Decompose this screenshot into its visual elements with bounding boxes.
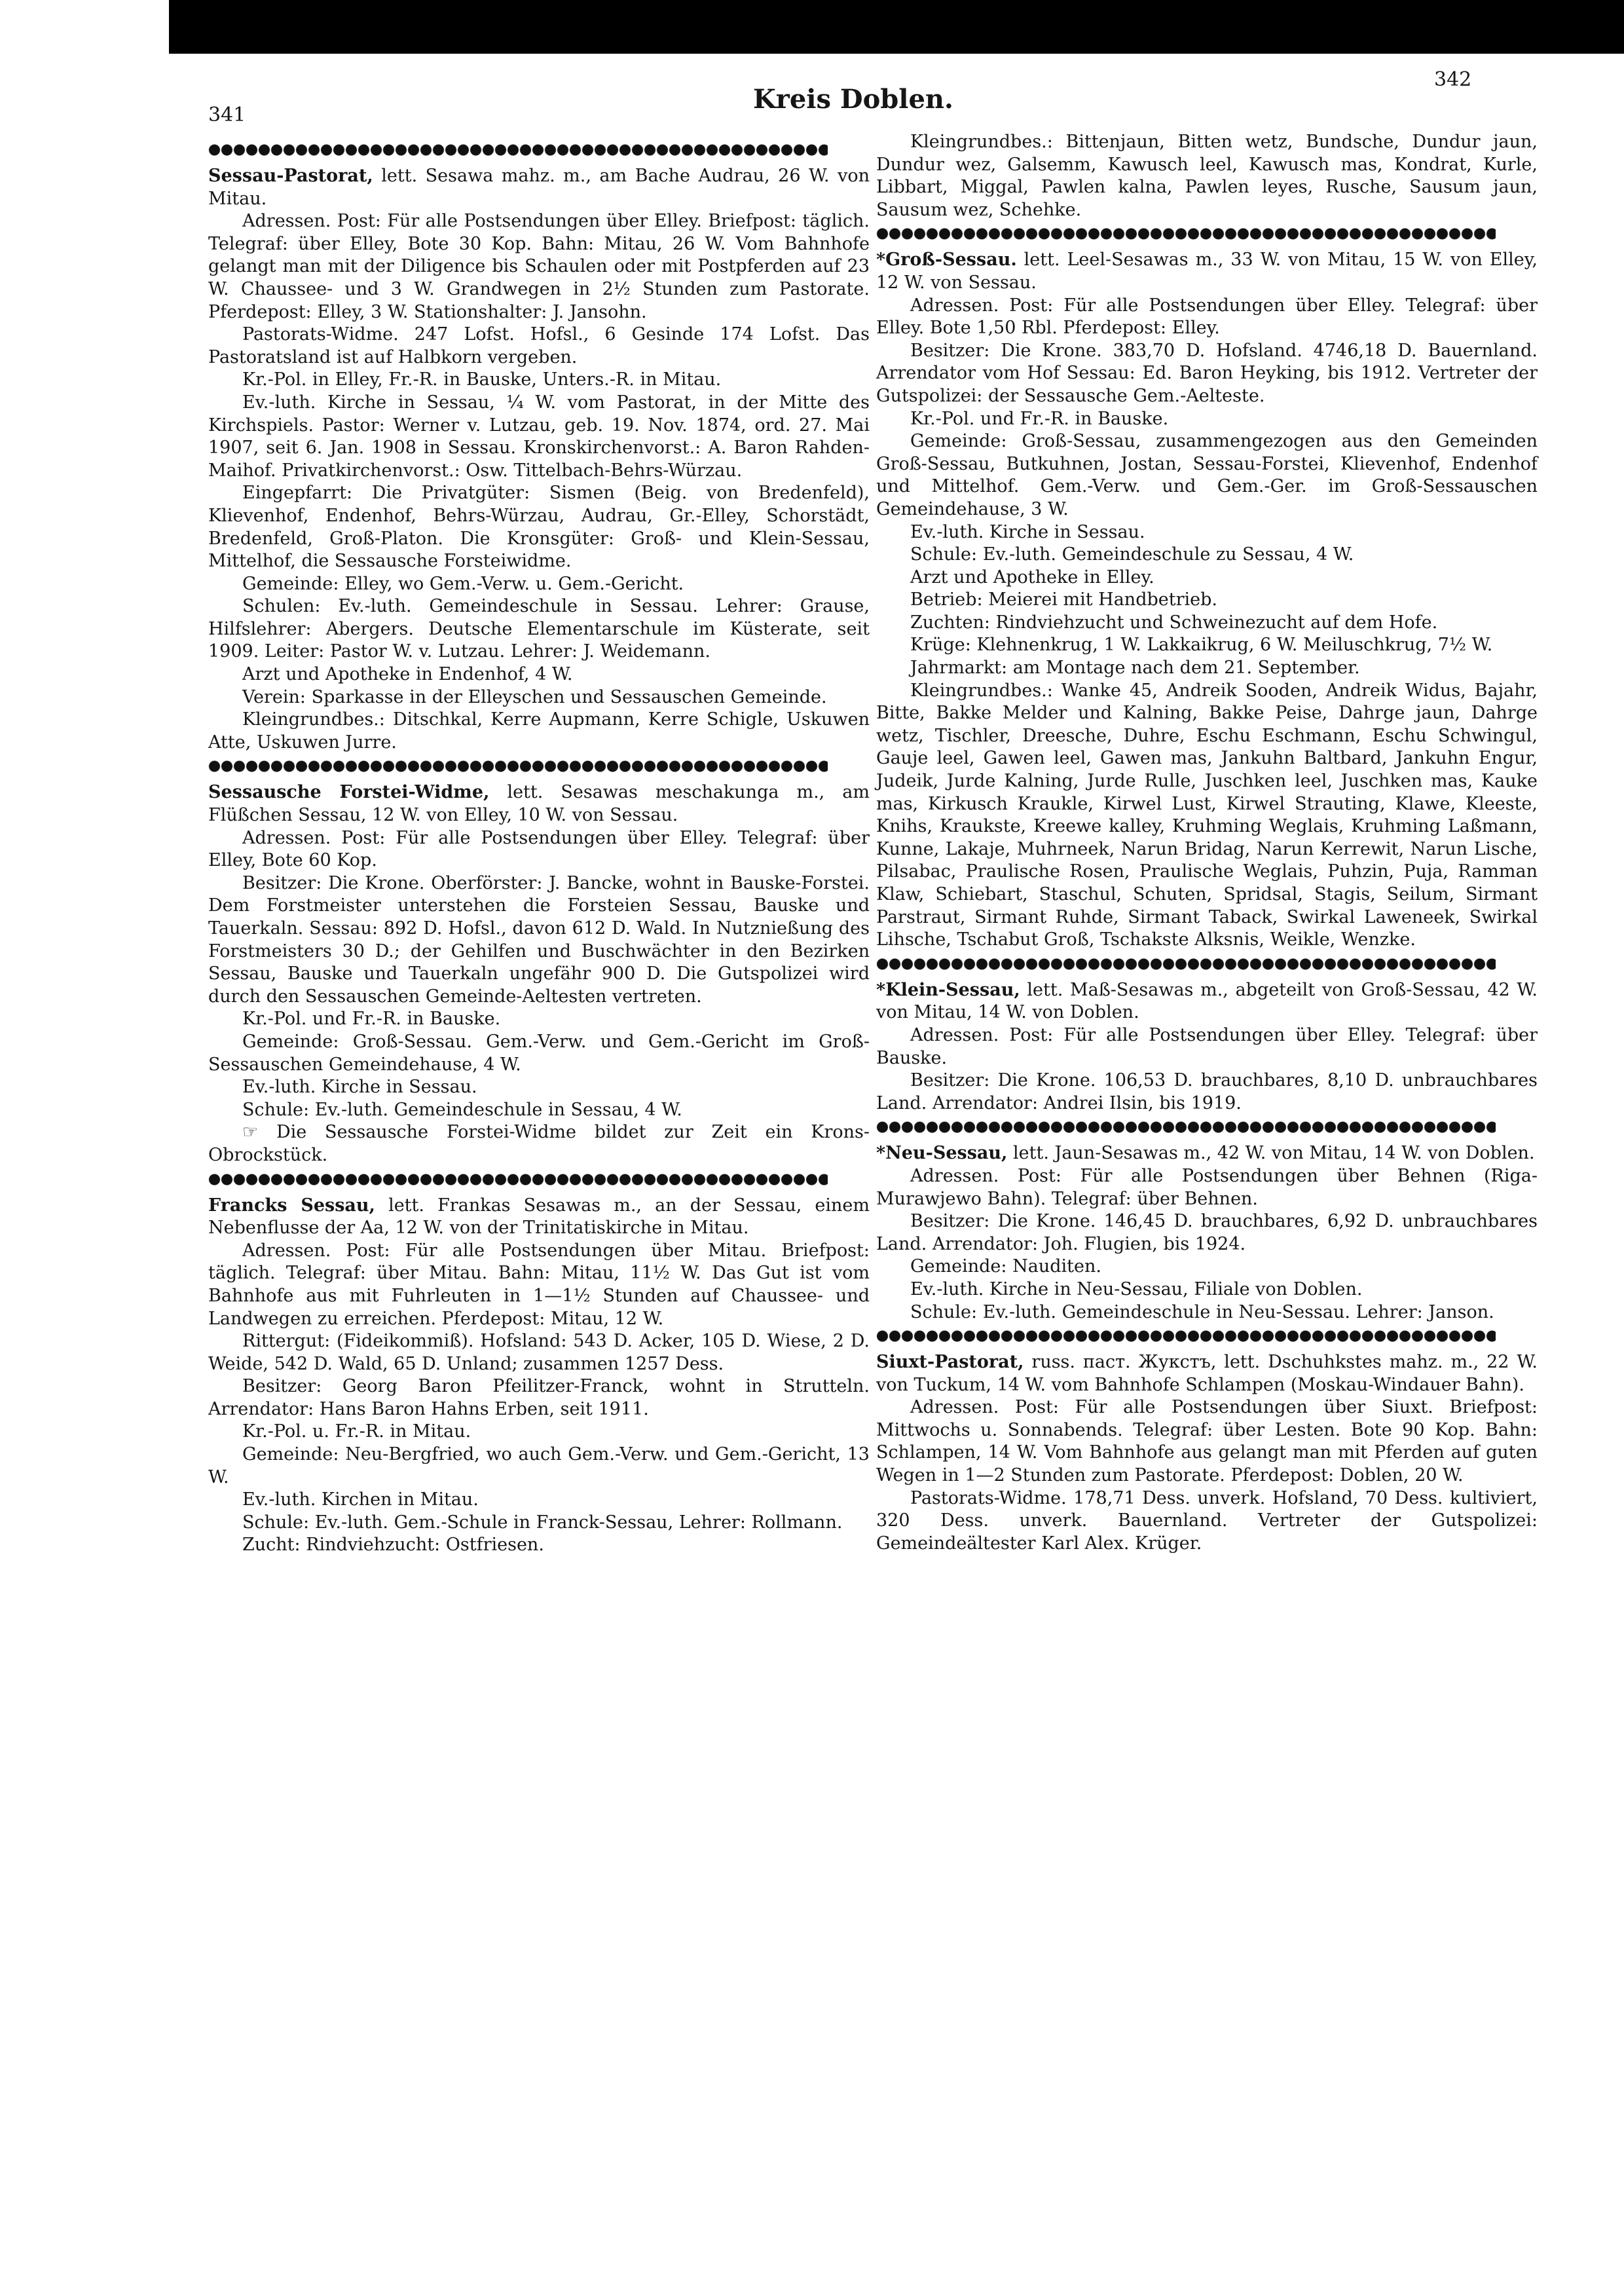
- entry-text: Kr.-Pol. und Fr.-R. in Bauske.: [910, 408, 1169, 429]
- entry-paragraph: [876, 1487, 1538, 1556]
- entry-text: Arzt und Apotheke in Endenhof, 4 W.: [242, 664, 573, 685]
- entry-paragraph: [876, 1070, 1538, 1115]
- entry-paragraph: [876, 1278, 1538, 1301]
- entry-paragraph: [876, 295, 1538, 340]
- entry-paragraph: [876, 1024, 1538, 1070]
- entry-text: Besitzer: Die Krone. 106,53 D. brauchbares, 8,10 D. unbrauchbares Land. Arrendator: Andrei Ilsin, bis 1919.: [876, 1070, 1538, 1113]
- entry-text: Verein: Sparkasse in der Elleyschen und Sessauschen Gemeinde.: [242, 686, 827, 707]
- entry-text: lett. Leel-Sesawas m., 33 W. von Mitau, 15 W. von Elley, 12 W. von Sessau.: [876, 250, 1538, 293]
- entry-paragraph: [876, 1210, 1538, 1256]
- entry-text: Rittergut: (Fideikommiß). Hofsland: 543 D. Acker, 105 D. Wiese, 2 D. Weide, 542 D. Wald, 65 D. Unland; zusammen 1257 Dess.: [208, 1331, 870, 1374]
- entry-text: Ev.-luth. Kirche in Sessau.: [910, 521, 1145, 542]
- left-column: [208, 138, 870, 1557]
- entry-text: Ev.-luth. Kirchen in Mitau.: [242, 1489, 479, 1510]
- entry-paragraph: [208, 1195, 870, 1240]
- entry-separator: [208, 758, 828, 775]
- entry-text: Kleingrundbes.: Bittenjaun, Bitten wetz, Bundsche, Dundur jaun, Dundur wez, Galsemm, Kawusch leel, Kawusch mas, Kondrat, Kurle, Libbart, Miggal, Pawlen kalna, Pawlen leyes, Rusche, Sausum jaun, Sausum wez, Schehke.: [876, 132, 1538, 220]
- page-number-left: 341: [208, 103, 246, 126]
- entry-text: Adressen. Post: Für alle Postsendungen über Elley. Telegraf: über Elley. Bote 1,50 Rbl. Pferdepost: Elley.: [876, 295, 1538, 339]
- entry-title: *Groß-Sessau.: [876, 250, 1017, 271]
- entry-text: Kleingrundbes.: Ditschkal, Kerre Aupmann, Kerre Schigle, Uskuwen Atte, Uskuwen Jurre.: [208, 709, 870, 753]
- entry-paragraph: [208, 1489, 870, 1512]
- entry-paragraph: [876, 1142, 1538, 1165]
- right-column: [876, 131, 1538, 1555]
- entry-paragraph: [876, 1396, 1538, 1487]
- entry-paragraph: [208, 1076, 870, 1099]
- top-black-band: [169, 0, 1624, 54]
- entry-paragraph: [208, 1099, 870, 1122]
- entry-text: Schule: Ev.-luth. Gemeindeschule zu Sessau, 4 W.: [910, 544, 1354, 565]
- entry-paragraph: [876, 680, 1538, 952]
- entry-paragraph: [876, 634, 1538, 657]
- entry-title: Sessau-Pastorat,: [208, 166, 373, 186]
- entry-text: Gemeinde: Groß-Sessau. Gem.-Verw. und Gem.-Gericht im Groß-Sessauschen Gemeindehause, 4 W.: [208, 1031, 870, 1075]
- entry-paragraph: [876, 408, 1538, 431]
- entry-text: Adressen. Post: Für alle Postsendungen über Siuxt. Briefpost: Mittwochs u. Sonnabends. Telegraf: über Lesten. Bote 90 Kop. Bahn: Schlampen, 14 W. Vom Bahnhofe aus gelangt man mit Pferden auf guten Wegen in 1—2 Stunden zum Pastorate. Pferdepost: Doblen, 20 W.: [876, 1397, 1538, 1486]
- entry-text: Adressen. Post: Für alle Postsendungen über Mitau. Briefpost: täglich. Telegraf: über Mitau. Bahn: Mitau, 11½ W. Das Gut ist vom Bahnhofe aus mit Fuhrleuten in 1—1½ Stunden auf Chaussee- und Landwegen zu erreichen. Pferdepost: Mitau, 12 W.: [208, 1240, 870, 1329]
- entry-text: Besitzer: Die Krone. 383,70 D. Hofsland. 4746,18 D. Bauernland. Arrendator vom Hof Sessau: Ed. Baron Heyking, bis 1912. Vertreter der Gutspolizei: der Sessausche Gem.-Aelteste.: [876, 340, 1538, 406]
- entry-text: Adressen. Post: Für alle Postsendungen über Elley. Telegraf: über Bauske.: [876, 1024, 1538, 1068]
- entry-paragraph: [208, 1031, 870, 1076]
- entry-text: lett. Jaun-Sesawas m., 42 W. von Mitau, 14 W. von Doblen.: [1013, 1143, 1535, 1164]
- entry-paragraph: [208, 1375, 870, 1421]
- entry-text: Betrieb: Meierei mit Handbetrieb.: [910, 589, 1217, 610]
- entry-paragraph: [876, 589, 1538, 612]
- entry-separator: [208, 1171, 828, 1188]
- entry-text: Besitzer: Die Krone. 146,45 D. brauchbares, 6,92 D. unbrauchbares Land. Arrendator: Joh. Flugien, bis 1924.: [876, 1211, 1538, 1254]
- entry-text: Gemeinde: Groß-Sessau, zusammengezogen aus den Gemeinden Groß-Sessau, Butkuhnen, Jostan, Sessau-Forstei, Klievenhof, Endenhof und Mittelhof. Gem.-Verw. und Gem.-Ger. im Groß-Sessauschen Gemeindehause, 3 W.: [876, 431, 1538, 519]
- entry-text: Schule: Ev.-luth. Gem.-Schule in Franck-Sessau, Lehrer: Rollmann.: [242, 1512, 843, 1533]
- entry-separator: [876, 225, 1496, 242]
- entry-text: Ev.-luth. Kirche in Sessau, ¼ W. vom Pastorat, in der Mitte des Kirchspiels. Pastor: Werner v. Lutzau, geb. 19. Nov. 1874, ord. 27. Mai 1907, seit 6. Jan. 1908 in Sessau. Kronskirchenvorst.: A. Baron Rahden-Maihof. Privatkirchenvorst.: Osw. Tittelbach-Behrs-Würzau.: [208, 392, 870, 481]
- entry-text: Gemeinde: Nauditen.: [910, 1256, 1101, 1277]
- entry-text: Schule: Ev.-luth. Gemeindeschule in Sessau, 4 W.: [242, 1099, 682, 1120]
- entry-paragraph: [876, 567, 1538, 589]
- entry-paragraph: [208, 1330, 870, 1375]
- entry-title: Francks Sessau,: [208, 1195, 375, 1216]
- entry-text: Gemeinde: Neu-Bergfried, wo auch Gem.-Verw. und Gem.-Gericht, 13 W.: [208, 1444, 870, 1487]
- entry-title: *Neu-Sessau,: [876, 1143, 1008, 1164]
- entry-paragraph: [876, 979, 1538, 1024]
- entry-paragraph: [208, 1121, 870, 1166]
- entry-paragraph: [876, 544, 1538, 567]
- entry-text: Ev.-luth. Kirche in Sessau.: [242, 1077, 477, 1098]
- entry-paragraph: [876, 131, 1538, 221]
- entry-text: lett. Sesawa mahz. m., am Bache Audrau, 26 W. von Mitau.: [208, 166, 870, 209]
- entry-text: Gemeinde: Elley, wo Gem.-Verw. u. Gem.-Gericht.: [242, 573, 684, 594]
- entry-separator: [208, 141, 828, 159]
- entry-paragraph: [876, 657, 1538, 680]
- entry-text: Besitzer: Georg Baron Pfeilitzer-Franck, wohnt in Strutteln. Arrendator: Hans Baron Hahns Erben, seit 1911.: [208, 1376, 870, 1419]
- entry-paragraph: [208, 872, 870, 1009]
- entry-paragraph: [208, 482, 870, 572]
- entry-title: *Klein-Sessau,: [876, 979, 1020, 1000]
- entry-text: Adressen. Post: Für alle Postsendungen über Elley. Telegraf: über Elley, Bote 60 Kop.: [208, 827, 870, 871]
- entry-text: Krüge: Klehnenkrug, 1 W. Lakkaikrug, 6 W. Meiluschkrug, 7½ W.: [910, 635, 1493, 656]
- entry-text: ☞ Die Sessausche Forstei-Widme bildet zur Zeit ein Krons-Obrockstück.: [208, 1122, 870, 1165]
- entry-paragraph: [208, 663, 870, 686]
- entry-paragraph: [876, 340, 1538, 408]
- entry-paragraph: [208, 686, 870, 709]
- entry-text: Schulen: Ev.-luth. Gemeindeschule in Sessau. Lehrer: Grause, Hilfslehrer: Abergers. Deutsche Elementarschule im Küsterate, seit 1909. Leiter: Pastor W. v. Lutzau. Lehrer: J. Weidemann.: [208, 596, 870, 662]
- page-number-right: 342: [1434, 68, 1472, 91]
- entry-paragraph: [208, 709, 870, 754]
- running-title: Kreis Doblen.: [753, 84, 953, 115]
- entry-separator: [876, 1119, 1496, 1136]
- entry-text: russ. паст. Жукстъ, lett. Dschuhkstes mahz. m., 22 W. von Tuckum, 14 W. vom Bahnhofe Schlampen (Moskau-Windauer Bahn).: [876, 1352, 1538, 1395]
- entry-paragraph: [876, 521, 1538, 544]
- entry-text: Adressen. Post: Für alle Postsendungen über Elley. Briefpost: täglich. Telegraf: über Elley, Bote 30 Kop. Bahn: Mitau, 26 W. Vom Bahnhofe gelangt man mit der Diligence bis Schaulen oder mit Postpferden auf 23 W. Chaussee- und 3 W. Grandwegen in 2½ Stunden zum Pastorate. Pferdepost: Elley, 3 W. Stationshalter: J. Jansohn.: [208, 211, 870, 322]
- entry-text: Zuchten: Rindviehzucht und Schweinezucht auf dem Hofe.: [910, 612, 1438, 633]
- entry-paragraph: [208, 827, 870, 872]
- entry-text: Eingepfarrt: Die Privatgüter: Sismen (Beig. von Bredenfeld), Klievenhof, Endenhof, Behrs-Würzau, Audrau, Gr.-Elley, Schorstädt, Bredenfeld, Groß-Platon. Die Kronsgüter: Groß- und Klein-Sessau, Mittelhof, die Sessausche Forsteiwidme.: [208, 483, 870, 572]
- entry-text: Jahrmarkt: am Montage nach dem 21. September.: [910, 658, 1360, 679]
- entry-paragraph: [876, 1351, 1538, 1396]
- entry-text: lett. Sesawas meschakunga m., am Flüßchen Sessau, 12 W. von Elley, 10 W. von Sessau.: [208, 782, 870, 826]
- entry-paragraph: [876, 1256, 1538, 1278]
- entry-paragraph: [876, 612, 1538, 635]
- entry-text: Kleingrundbes.: Wanke 45, Andreik Sooden, Andreik Widus, Bajahr, Bitte, Bakke Melder und Kalning, Bakke Peise, Dahrge jaun, Dahrge wetz, Tischler, Dreesche, Duhre, Eschu Eschmann, Eschu Schwingul, Gauje leel, Gawen leel, Gawen mas, Jankuhn Baltbard, Jankuhn Engur, Judeik, Jurde Kalning, Jurde Rulle, Juschken leel, Juschken mas, Kauke mas, Kirkusch Kraukle, Kirwel Lust, Kirwel Strauting, Klawe, Kleeste, Knihs, Kraukste, Kreewe kalley, Kruhming Weglais, Kruhming Laßmann, Kunne, Lakaje, Muhrneek, Narun Bridag, Narun Kerrewit, Narun Lische, Pilsabac, Praulische Rosen, Praulische Weglais, Puhzin, Puja, Ramman Klaw, Schiebart, Staschul, Schuten, Spridsal, Stagis, Seilum, Sirmant Parstraut, Sirmant Ruhde, Sirmant Taback, Swirkal Laweneek, Swirkal Lihsche, Tschabut Groß, Tschakste Alksnis, Weikle, Wenzke.: [876, 680, 1538, 950]
- entry-text: Pastorats-Widme. 178,71 Dess. unverk. Hofsland, 70 Dess. kultiviert, 320 Dess. unverk. Bauernland. Vertreter der Gutspolizei: Gemeindeältester Karl Alex. Krüger.: [876, 1487, 1538, 1554]
- entry-paragraph: [208, 1240, 870, 1330]
- entry-paragraph: [208, 1534, 870, 1557]
- entry-text: Arzt und Apotheke in Elley.: [910, 567, 1154, 588]
- entry-text: Zucht: Rindviehzucht: Ostfriesen.: [242, 1535, 544, 1556]
- entry-paragraph: [208, 165, 870, 210]
- entry-paragraph: [876, 249, 1538, 294]
- entry-paragraph: [208, 1421, 870, 1444]
- entry-paragraph: [208, 210, 870, 324]
- entry-separator: [876, 1328, 1496, 1345]
- entry-paragraph: [876, 430, 1538, 521]
- entry-paragraph: [208, 1444, 870, 1489]
- entry-text: Ev.-luth. Kirche in Neu-Sessau, Filiale von Doblen.: [910, 1278, 1363, 1299]
- entry-paragraph: [876, 1165, 1538, 1210]
- entry-paragraph: [208, 369, 870, 392]
- entry-text: lett. Maß-Sesawas m., abgeteilt von Groß-Sessau, 42 W. von Mitau, 14 W. von Doblen.: [876, 979, 1538, 1023]
- entry-title: Siuxt-Pastorat,: [876, 1352, 1024, 1373]
- entry-separator: [876, 956, 1496, 973]
- entry-paragraph: [208, 573, 870, 596]
- entry-paragraph: [208, 781, 870, 827]
- entry-text: Kr.-Pol. in Elley, Fr.-R. in Bauske, Unters.-R. in Mitau.: [242, 369, 722, 390]
- entry-paragraph: [876, 1301, 1538, 1324]
- entry-paragraph: [208, 324, 870, 369]
- entry-text: Kr.-Pol. u. Fr.-R. in Mitau.: [242, 1421, 471, 1442]
- entry-paragraph: [208, 1008, 870, 1031]
- entry-text: lett. Frankas Sesawas m., an der Sessau, einem Nebenflusse der Aa, 12 W. von der Trinitatiskirche in Mitau.: [208, 1195, 870, 1239]
- entry-text: Adressen. Post: Für alle Postsendungen über Behnen (Riga-Murawjewo Bahn). Telegraf: über Behnen.: [876, 1165, 1538, 1209]
- entry-text: Schule: Ev.-luth. Gemeindeschule in Neu-Sessau. Lehrer: Janson.: [910, 1301, 1494, 1322]
- entry-title: Sessausche Forstei-Widme,: [208, 782, 490, 803]
- entry-paragraph: [208, 595, 870, 663]
- entry-paragraph: [208, 1512, 870, 1535]
- entry-paragraph: [208, 392, 870, 482]
- entry-text: Besitzer: Die Krone. Oberförster: J. Bancke, wohnt in Bauske-Forstei. Dem Forstmeister unterstehen die Forsteien Sessau, Bauske und Tauerkaln. Sessau: 892 D. Hofsl., davon 612 D. Wald. In Nutznießung des Forstmeisters 30 D.; der Gehilfen und Buschwächter in den Bezirken Sessau, Bauske und Tauerkaln ungefähr 900 D. Die Gutspolizei wird durch den Sessauschen Gemeinde-Aeltesten vertreten.: [208, 872, 870, 1007]
- entry-text: Kr.-Pol. und Fr.-R. in Bauske.: [242, 1009, 501, 1030]
- entry-text: Pastorats-Widme. 247 Lofst. Hofsl., 6 Gesinde 174 Lofst. Das Pastoratsland ist auf Halbkorn vergeben.: [208, 324, 870, 367]
